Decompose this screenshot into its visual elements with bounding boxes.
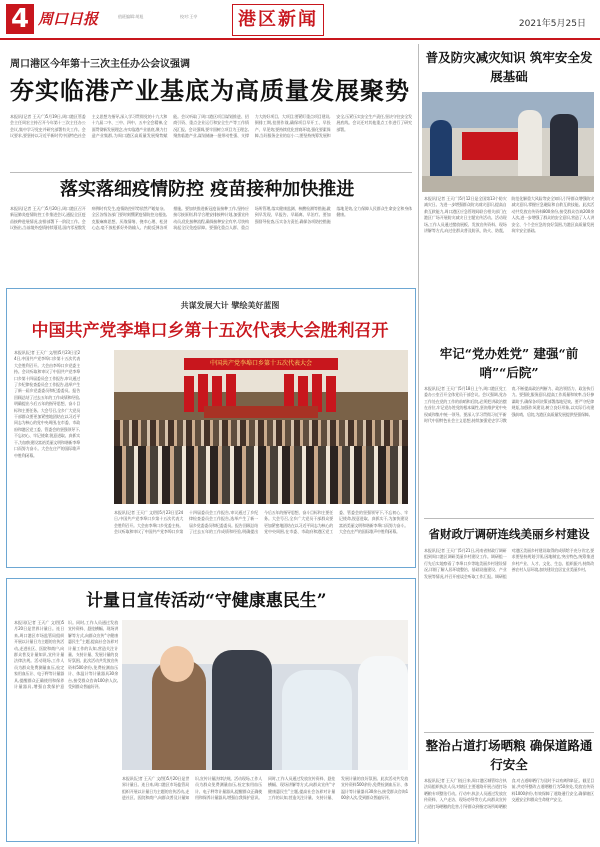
proof-info: 校对:王亭 [180, 14, 198, 19]
roads-body: 本报讯(记者 王天广)连日来,周口港区城管综合执法局组织执法人员,对辖区主要道路开展占道打场晒粮专项整治行动。行动中,执法人员通过发放宣传资料、入户走访、现场劝导等方式,向群众宣传占道打场晒粮的危害,引导群众到指定场所晾晒粮食,对占道晾晒行为及时予以劝离和纠正。截至目前,共劝导整改占道晒粮行为50余处,发放宣传资料1000余份,有效保障了道路通行安全,确保辖区交通安全和群众生命财产安全。 [424, 778, 594, 809]
disaster-body: 本报讯(记者 王天广)5月12日是全国第13个防灾减灾日。为进一步增强群众防灾减灾意识,提高自救互救能力,周口港区应急管理局联合相关部门在港区广场开展防灾减灾日主题宣传活动。活动现场,工作人员通过摆放展板、发放宣传资料、现场讲解等方式,向过往群众普及防汛、防火、防震、防范化解重大风险等安全知识,引导群众增强防灾减灾意识,掌握应急避险和自救互救技能。此次活动共发放宣传资料800余份,接受群众咨询200余人次,进一步增强了群众的安全意识,营造了人人讲安全、个个会应急的良好氛围,为港区高质量发展筑牢安全基础。 [424, 196, 594, 234]
divider [10, 172, 412, 173]
edit-info: 值班编辑:胡旭 [118, 14, 144, 19]
loyalty-body: 本报讯(记者 王天广)5月18日上午,周口港区党工委办公室召开全体党员干部会议。会议强调,党办工作处在党的工作的前哨和后院,必须把讲政治摆在首位,牢记党办姓党的根本属性,坚决维护党中央权威和集中统一领导。要深入学习贯彻习近平新时代中国特色社会主义思想,持续加强党史学习教育,不断提高政治判断力、政治领悟力、政治执行力。要强化服务意识,提高工作质量和效率,当好参谋助手,确保各项决策部署落地见效。要严守纪律规矩,加强作风建设,树立良好形象,以实际行动建强前哨、后院,为港区高质量发展提供坚强保障。 [424, 386, 594, 424]
disaster-headline: 普及防灾减灾知识 筑牢安全发展基础 [425, 50, 593, 84]
issue-date: 2021年5月25日 [518, 19, 586, 29]
divider [424, 518, 594, 519]
section-title: 港区新闻 [232, 4, 324, 36]
lead-kicker: 周口港区今年第十三次主任办公会议强调 [10, 59, 190, 69]
congress-photo [114, 350, 408, 504]
masthead [0, 0, 600, 40]
congress-body-right: 本报讯(记者 王天广 文/图)5月23日至24日,中国共产党李埠口乡第十五次代表大会胜利召开。大会由李埠口乡党委主持。会议听取和审议了中国共产党李埠口乡第十四届委员会工作报告,审议通过了乡纪律检查委员会工作报告,选举产生了新一届乡党委委员和纪委委员。报告回顾总结了过去五年的工作成绩和经验,明确提出今后五年的指导思想、奋斗目标和主要任务。大会号召,全乡广大党员干部群众要更加紧密地团结在以习近平同志为核心的党中央周围,在市委、市政府和港区党工委、管委会的坚强领导下,不忘初心、牢记使命,锐意进取、真抓实干,为加快建设富裕美丽文明和谐新李埠口而努力奋斗。大会在庄严的国际歌声中胜利闭幕。 [114, 510, 408, 535]
health-body-right: 本报讯(记者 王天广 文/图)5月20日是世界计量日。连日来,周口港区市场监管局组织开展以计量日为主题的宣传活动,走进社区、医院和商户,向群众普及计量知识,宣传计量法律法规。活动现场,工作人员为群众免费测量血压,检定家用血压计、电子秤等计量器具,提醒群众正确使用和保养计量器具,增强自我保护意识。同时,工作人员通过发放宣传资料、悬挂横幅、现场讲解等方式,向群众宣传“守健康惠民生”主题,提高社会各界对计量工作的认知,营造关注计量、支持计量、发展计量的良好氛围。此次活动共发放宣传资料500余份,免费检测血压计、体温计等计量器具30余台,接受群众咨询100余人次,受到群众普遍好评。 [122, 776, 408, 801]
column-divider [418, 44, 419, 844]
roads-headline: 整治占道打场晒粮 确保道路通行安全 [425, 738, 593, 772]
divider [424, 732, 594, 733]
congress-kicker: 共谋发展大计 擘绘美好蓝图 [180, 301, 280, 310]
provincial-body: 本报讯(记者 王天广)5月21日,河南省财政厅调研组到周口港区调研美丽乡村建设工作。调研组一行先后实地察看了李埠口乡等地美丽乡村建设情况,详细了解人居环境整治、基础设施建设、产业发展等情况,并召开座谈会听取工作汇报。调研组对港区美丽乡村建设取得的成绩给予充分肯定,要求要坚持规划引领,因地制宜,突出特色,统筹推进乡村产业、人才、文化、生态、组织振兴,持续改善农村人居环境,加快建设宜居宜业美丽乡村。 [424, 548, 594, 579]
disaster-photo [422, 92, 594, 192]
lead-body: 本报讯(记者 王天广)5月19日,周口港区管委会主任周宏主持召开今年第十三次主任办公会议,集中学习党史并研究部署有关工作。会议要求,要坚持以习近平新时代中国特色社会主义思想为指导,深入学习贯彻党的十九大和十九届二中、三中、四中、五中全会精神,全面贯彻新发展理念,夯实临港产业基底,聚力打造产业集群,为周口港区高质量发展聚势赋能。会议听取了周口港区项目谋划推进、招商引资、重点企业运行和安全生产等工作情况汇报。会议强调,要牢固树立项目为王理念,聚焦临港产业,谋划储备一批带动性强、支撑力大的好项目、大项目;要紧盯重点项目建设,倒排工期,挂图作战,确保项目早开工、早投产、早见效;要持续优化营商环境,强化要素保障,当好服务企业的店小二;要坚持统筹发展和安全,压紧压实安全生产责任,坚决守住安全发展底线。会议还对其他重点工作进行了研究部署。 [10, 114, 412, 139]
congress-body-left: 本报讯(记者 王天广 文/图)5月23日至24日,中国共产党李埠口乡第十五次代表大会胜利召开。大会由李埠口乡党委主持。会议听取和审议了中国共产党李埠口乡第十四届委员会工作报告,审议通过了乡纪律检查委员会工作报告,选举产生了新一届乡党委委员和纪委委员。报告回顾总结了过去五年的工作成绩和经验,明确提出今后五年的指导思想、奋斗目标和主要任务。大会号召,全乡广大党员干部群众要更加紧密地团结在以习近平同志为核心的党中央周围,在市委、市政府和港区党工委、管委会的坚强领导下,不忘初心、牢记使命,锐意进取、真抓实干,为加快建设富裕美丽文明和谐新李埠口而努力奋斗。大会在庄严的国际歌声中胜利闭幕。 [14, 350, 80, 458]
health-photo [122, 620, 408, 770]
epidemic-headline: 落实落细疫情防控 疫苗接种加快推进 [60, 179, 355, 200]
newspaper-logo: 周口日报 [38, 10, 99, 28]
loyalty-headline: 牢记“党办姓党” 建强“前哨”“后院” [439, 346, 579, 380]
congress-banner: 中国共产党李埠口乡第十五次代表大会 [184, 358, 338, 370]
congress-headline: 中国共产党李埠口乡第十五次代表大会胜利召开 [31, 321, 389, 341]
epidemic-body: 本报讯(记者 王天广)5月20日,周口港区召开新冠肺炎疫情防控工作推进会议,通报全区疫苗接种进展情况,安排部署下一阶段工作。会议指出,当前境外疫情持续蔓延,国内零星散发病例时有发生,疫情防控形势依然严峻复杂。全区各级各部门要时刻绷紧疫情防控这根弦,克服麻痹思想、厌战情绪、侥幸心理、松劲心态,毫不放松抓好外防输入、内防反弹各项措施。要加快推进新冠疫苗接种工作,坚持应接尽接原则,科学合理安排接种计划,加强宣传动员,优化接种流程,确保接种安全有序,尽快构筑起全民免疫屏障。要强化重点人群、重点场所管理,落实健康监测、核酸检测等措施,做到早发现、早报告、早隔离、早治疗。要加强督导检查,压实各方责任,确保各项防控措施落地见效,全力保障人民群众生命安全和身体健康。 [10, 206, 412, 231]
health-headline: 计量日宣传活动“守健康惠民生” [86, 591, 327, 611]
health-body-left: 本报讯(记者 王天广 文/图)5月20日是世界计量日。连日来,周口港区市场监管局组织开展以计量日为主题的宣传活动,走进社区、医院和商户,向群众普及计量知识,宣传计量法律法规。活动现场,工作人员为群众免费测量血压,检定家用血压计、电子秤等计量器具,提醒群众正确使用和保养计量器具,增强自我保护意识。同时,工作人员通过发放宣传资料、悬挂横幅、现场讲解等方式,向群众宣传“守健康惠民生”主题,提高社会各界对计量工作的认知,营造关注计量、支持计量、发展计量的良好氛围。此次活动共发放宣传资料500余份,免费检测血压计、体温计等计量器具30余台,接受群众咨询100余人次,受到群众普遍好评。 [14, 620, 118, 690]
page-number: 4 [6, 4, 34, 34]
provincial-headline: 省财政厅调研连线美丽乡村建设 [428, 527, 590, 541]
lead-headline: 夯实临港产业基底为高质量发展聚势 [10, 76, 410, 105]
